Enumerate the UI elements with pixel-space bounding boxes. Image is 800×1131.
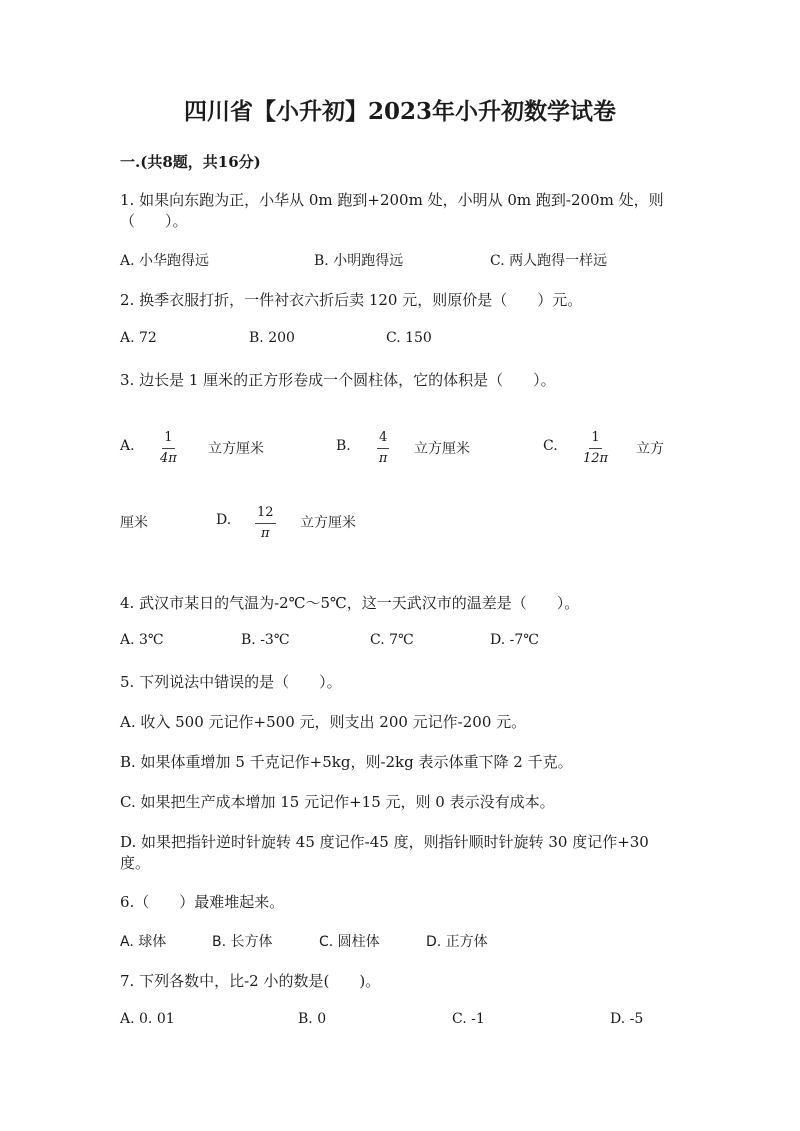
question-3-option-a-fraction	[160, 430, 177, 467]
question-6-option-d[interactable]: D. 正方体	[426, 934, 488, 950]
question-4: 4. 武汉市某日的气温为-2℃～5℃，这一天武汉市的温差是（ ）。	[120, 594, 580, 612]
question-3-option-d-unit: 立方厘米	[300, 515, 356, 531]
question-5-option-d-line-2: 度。	[120, 854, 151, 872]
question-7: 7. 下列各数中，比-2 小的数是( )。	[120, 972, 381, 990]
question-2-option-c[interactable]: C. 150	[386, 330, 432, 346]
question-6: 6.（ ）最难堆起来。	[120, 893, 285, 911]
question-3-option-b-label[interactable]: B.	[336, 438, 351, 454]
question-5-option-b[interactable]: B. 如果体重增加 5 千克记作+5kg，则-2kg 表示体重下降 2 千克。	[120, 753, 573, 771]
fraction-numerator: 1	[589, 430, 601, 449]
question-3-option-d-fraction	[255, 505, 276, 542]
fraction-numerator: 1	[162, 430, 174, 449]
question-4-option-c[interactable]: C. 7℃	[370, 632, 414, 648]
question-1-line-1: 1. 如果向东跑为正，小华从 0m 跑到+200m 处，小明从 0m 跑到-200m 处，则	[120, 191, 664, 209]
question-6-option-a[interactable]: A. 球体	[120, 934, 167, 950]
question-1-option-b[interactable]: B. 小明跑得远	[314, 253, 404, 269]
question-7-option-b[interactable]: B. 0	[298, 1011, 327, 1027]
question-3-option-c-label[interactable]: C.	[543, 438, 558, 454]
question-3-option-b-fraction	[377, 430, 389, 467]
fraction-denominator: 12π	[583, 451, 609, 466]
question-5: 5. 下列说法中错误的是（ ）。	[120, 673, 342, 691]
question-2-option-a[interactable]: A. 72	[120, 330, 157, 346]
question-4-option-b[interactable]: B. -3℃	[241, 632, 290, 648]
question-5-option-a[interactable]: A. 收入 500 元记作+500 元，则支出 200 元记作-200 元。	[120, 713, 527, 731]
question-3-option-c-unit-part-2: 厘米	[120, 515, 148, 531]
question-7-option-a[interactable]: A. 0. 01	[120, 1011, 175, 1027]
fraction-denominator: π	[378, 451, 388, 466]
fraction-denominator: π	[261, 526, 270, 541]
question-7-option-d[interactable]: D. -5	[610, 1011, 644, 1027]
question-3-option-a-label[interactable]: A.	[120, 438, 135, 454]
question-1-option-c[interactable]: C. 两人跑得一样远	[490, 253, 608, 269]
question-2: 2. 换季衣服打折，一件衬衣六折后卖 120 元，则原价是（ ）元。	[120, 291, 583, 309]
question-1-option-a[interactable]: A. 小华跑得远	[120, 253, 210, 269]
question-3-option-c-fraction	[583, 430, 608, 467]
question-3: 3. 边长是 1 厘米的正方形卷成一个圆柱体，它的体积是（ ）。	[120, 371, 556, 389]
question-4-option-d[interactable]: D. -7℃	[490, 632, 539, 648]
fraction-numerator: 4	[377, 430, 389, 449]
question-7-option-c[interactable]: C. -1	[452, 1011, 485, 1027]
question-3-option-c-unit-part-1: 立方	[636, 441, 664, 457]
page-title: 四川省【小升初】2023年小升初数学试卷	[183, 98, 616, 125]
question-1-line-2: （ ）。	[120, 212, 188, 230]
fraction-denominator: 4π	[160, 451, 177, 466]
question-6-option-c[interactable]: C. 圆柱体	[319, 934, 380, 950]
question-6-option-b[interactable]: B. 长方体	[212, 934, 273, 950]
question-4-option-a[interactable]: A. 3℃	[120, 632, 164, 648]
question-5-option-c[interactable]: C. 如果把生产成本增加 15 元记作+15 元，则 0 表示没有成本。	[120, 793, 555, 811]
question-3-option-d-label[interactable]: D.	[216, 512, 232, 528]
question-5-option-d-line-1[interactable]: D. 如果把指针逆时针旋转 45 度记作-45 度，则指针顺时针旋转 30 度记作+30	[120, 833, 649, 851]
question-3-option-b-unit: 立方厘米	[414, 441, 470, 457]
question-2-option-b[interactable]: B. 200	[249, 330, 295, 346]
section-heading: 一.(共8题，共16分)	[120, 153, 261, 171]
fraction-numerator: 12	[255, 505, 276, 524]
question-3-option-a-unit: 立方厘米	[208, 441, 264, 457]
